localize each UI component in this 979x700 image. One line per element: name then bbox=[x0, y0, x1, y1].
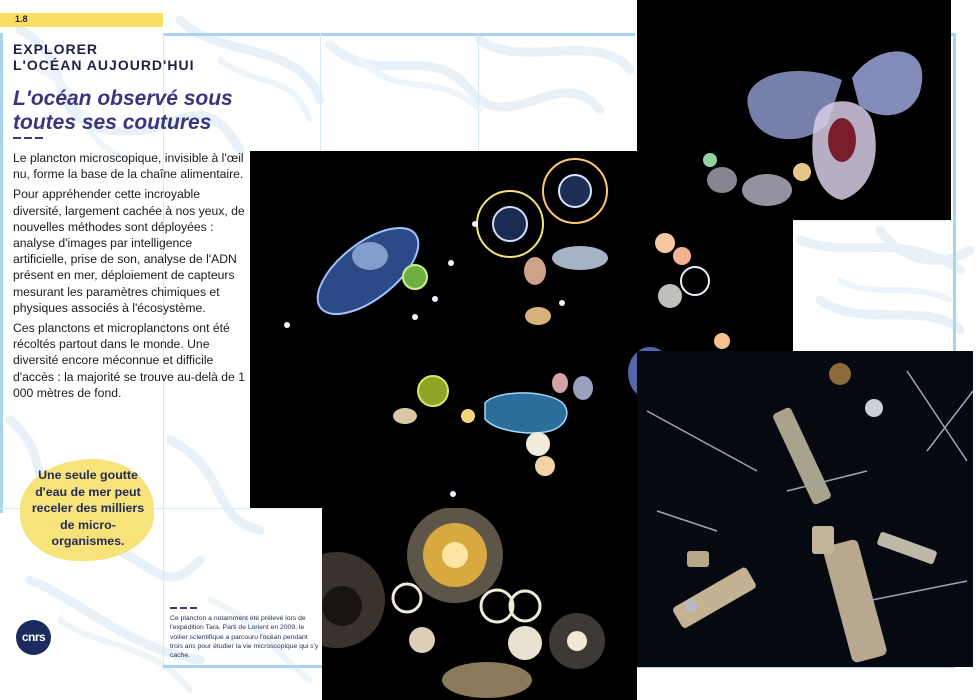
sea-butterfly-photo-icon bbox=[637, 0, 951, 220]
photo-caption: Ce plancton a notamment été prélevé lors de l'expédition Tara. Parti de Lorient en 2009, le voilier scientifique a parcouru l'océan pendant trois ans pour étudier la vie microscopique qui s'y cache. bbox=[170, 615, 319, 660]
paragraph: Le plancton microscopique, invisible à l'œil nu, forme la base de la chaîne alimentaire. bbox=[13, 151, 244, 182]
title-dash-2 bbox=[24, 137, 32, 139]
section-kicker bbox=[13, 41, 243, 73]
caption-dash-1 bbox=[170, 607, 177, 609]
page-number-tag bbox=[0, 13, 163, 27]
page-number: 1.8 bbox=[15, 14, 28, 24]
caption-dash-2 bbox=[180, 607, 187, 609]
grid-line-h2 bbox=[793, 220, 955, 221]
grid-line-bottom bbox=[163, 665, 323, 668]
diatoms-photo bbox=[637, 351, 973, 667]
body-text bbox=[13, 150, 249, 405]
page-title: L'océan observé sous toutes ses coutures bbox=[13, 87, 233, 134]
paragraph: Ces planctons et microplanctons ont été récoltés partout dans le monde. Une diversité encore méconnue et difficile d'accès : la majorité se trouve au-delà de 1 000 mètres de fond. bbox=[13, 321, 245, 400]
callout-text: Une seule goutte d'eau de mer peut receler des milliers de micro-organismes. bbox=[31, 468, 145, 548]
grid-line-v2 bbox=[320, 33, 321, 151]
grid-line-v3 bbox=[478, 33, 479, 151]
grid-line-top bbox=[163, 33, 635, 36]
kicker-line-1: EXPLORER bbox=[13, 41, 99, 57]
diatom-photo-icon bbox=[637, 351, 973, 667]
grid-line-left bbox=[0, 33, 3, 513]
cnrs-logo: cnrs bbox=[16, 620, 51, 655]
paragraph: Pour appréhender cette incroyable diversité, largement cachée à nos yeux, de nouvelles méthodes sont déployées : analyse d'images par intelligence artificielle, prise de son, analyse de l'ADN présent en mer, déploiement de capteurs mesurant les paramètres chimiques et physiques associés à l'écosystème. bbox=[13, 187, 245, 315]
radiolarian-photo-icon bbox=[322, 508, 637, 700]
kicker-line-2: L'OCÉAN AUJOURD'HUI bbox=[13, 57, 195, 73]
pteropod-photo bbox=[637, 0, 951, 220]
title-dash-3 bbox=[35, 137, 43, 139]
caption-dash-3 bbox=[190, 607, 197, 609]
radiolarians-photo bbox=[322, 508, 637, 700]
title-dash-1 bbox=[13, 137, 21, 139]
